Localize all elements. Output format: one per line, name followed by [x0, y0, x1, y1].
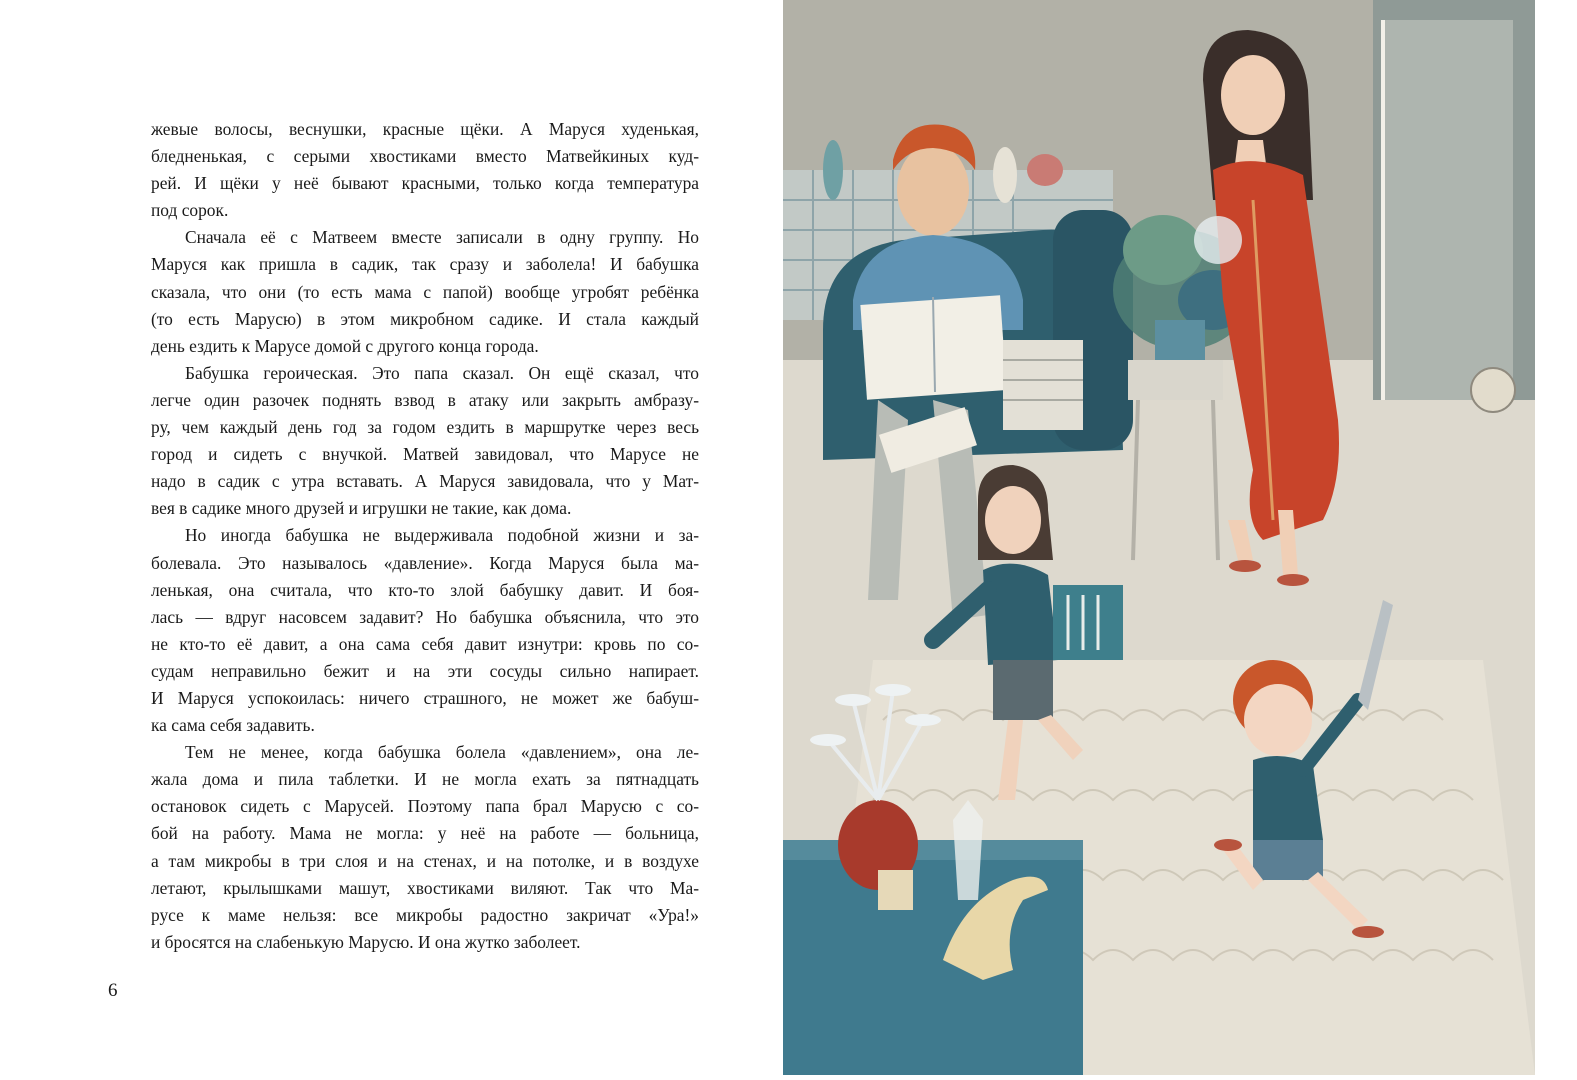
blue-table [783, 840, 1083, 1075]
text-line: легче один разочек поднять взвод в атаку или закрыть амбразу- [151, 389, 699, 410]
page-number: 6 [108, 980, 118, 1001]
text-line: жала дома и пила таблетки. И не могла ехать за пятнадцать [151, 769, 699, 790]
text-line: день ездить к Марусе домой с другого конца города. [151, 335, 539, 356]
text-line: бой на работу. Мама не могла: у неё на работе — больница, [151, 823, 699, 844]
teddy-bear [1027, 154, 1063, 186]
text-line: город и сидеть с внучкой. Матвей завидовал, что Марусе не [151, 444, 699, 465]
side-table [1128, 360, 1223, 400]
text-line: лась — вдруг насовсем задавит? Но бабушка объяснила, что это [151, 606, 699, 627]
father [897, 144, 969, 236]
book-stack [1003, 340, 1083, 430]
text-line: рей. И щёки у неё бывают красными, только когда температура [151, 173, 699, 194]
text-line: (то есть Марусю) в этом микробном садике. И стала каждый [151, 308, 699, 329]
toy-figurine [953, 800, 983, 900]
ball [1471, 368, 1515, 412]
text-line: русе к маме нельзя: все микробы радостно закричат «Ура!» [151, 904, 699, 925]
text-line: под сорок. [151, 200, 229, 221]
text-line: ленькая, она считала, что кто-то злой бабушку давит. И боя- [151, 579, 699, 600]
text-line: Тем не менее, когда бабушка болела «давлением», она ле- [185, 742, 699, 763]
text-line: Но иногда бабушка не выдерживала подобной жизни и за- [185, 525, 699, 546]
left-page [0, 0, 783, 1080]
text-line: Сначала её с Матвеем вместе записали в одну группу. Но [185, 227, 699, 248]
bunny [993, 147, 1017, 203]
text-line: и бросятся на слабенькую Марусю. И она жутко заболеет. [151, 931, 581, 952]
text-line: Бабушка героическая. Это папа сказал. Он ещё сказал, что [185, 362, 699, 383]
text-line: И Маруся успокоилась: ничего страшного, не может же бабуш- [151, 687, 699, 708]
doll [823, 140, 843, 200]
text-line: ка сама себя задавить. [151, 715, 315, 736]
accordion [1053, 585, 1123, 660]
text-line: летают, крылышками машут, хвостиками виляют. Так что Ма- [151, 877, 699, 898]
text-line: ру, чем каждый день год за годом ездить в маршрутке через весь [151, 417, 699, 438]
text-line: остановок сидеть с Марусей. Поэтому папа брал Марусю с со- [151, 796, 699, 817]
family-room-painting [783, 0, 1535, 1075]
text-line: судам неправильно бежит и на эти сосуды сильно напирает. [151, 660, 699, 681]
text-line: не кто-то её давит, а она сама себя давит изнутри: кровь по со- [151, 633, 699, 654]
cup [878, 870, 913, 910]
text-line: жевые волосы, веснушки, красные щёки. А Маруся худенькая, [151, 119, 699, 139]
text-line: болевала. Это называлось «давление». Когда Маруся была ма- [151, 552, 699, 573]
text-line: бледненькая, с серыми хвостиками вместо Матвейкиных куд- [151, 146, 699, 167]
illustration [783, 0, 1535, 1075]
text-line: вея в садике много друзей и игрушки не такие, как дома. [151, 498, 572, 519]
text-line: а там микробы в три слоя и на стенах, и на потолке, и в воздухе [151, 850, 699, 871]
story-text [151, 116, 699, 956]
text-line: сказала, что они (то есть мама с папой) вообще угробят ребёнка [151, 281, 699, 302]
text-line: надо в садик с утра вставать. А Маруся завидовала, что у Мат- [151, 471, 699, 492]
text-line: Маруся как пришла в садик, так сразу и заболела! И бабушка [151, 254, 699, 275]
